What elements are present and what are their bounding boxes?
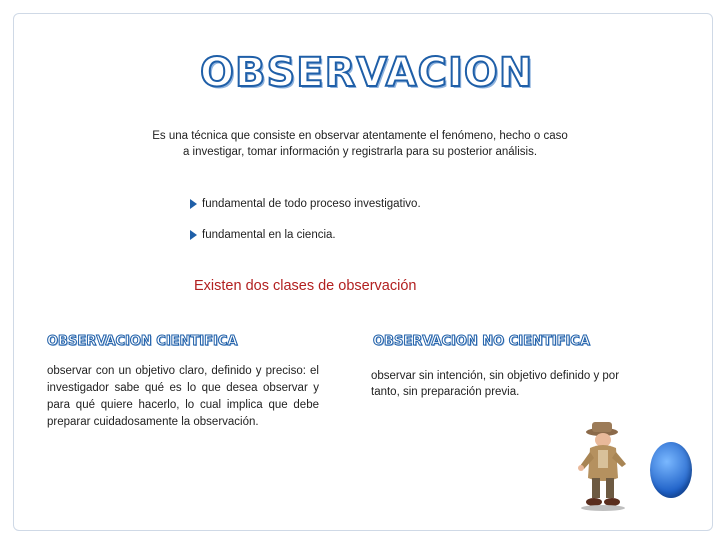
paragraph-observacion-no-cientifica: observar sin intención, sin objetivo definido y por tanto, sin preparación previa.: [371, 370, 620, 398]
classes-subtitle: Existen dos clases de observación: [194, 278, 417, 294]
intro-paragraph: Es una técnica que consiste en observar atentamente el fenómeno, hecho o caso a investigar, tomar información y registrarla para su posterior análisis.: [152, 130, 568, 158]
heading-observacion-no-cientifica: OBSERVACION NO CIENTIFICA: [373, 334, 590, 349]
bullet-item: [190, 197, 570, 211]
decorative-circle-icon: [650, 442, 692, 498]
paragraph-observacion-cientifica: observar con un objetivo claro, definido y preciso: el investigador sabe qué es lo que desea observar y para qué quiere hacerlo, lo cual implica que debe preparar cuidadosamente la observación.: [47, 365, 319, 428]
bullet-item: [190, 228, 570, 242]
bullet-text: fundamental de todo proceso investigativo.: [202, 198, 421, 210]
bullet-arrow-icon: [190, 230, 197, 240]
bullet-list: [190, 197, 570, 259]
bullet-text: fundamental en la ciencia.: [202, 229, 336, 241]
heading-observacion-cientifica: OBSERVACION CIENTIFICA: [47, 334, 238, 349]
bullet-arrow-icon: [190, 199, 197, 209]
slide-title: OBSERVACION: [200, 50, 534, 96]
detective-clipart-icon: [572, 420, 634, 512]
